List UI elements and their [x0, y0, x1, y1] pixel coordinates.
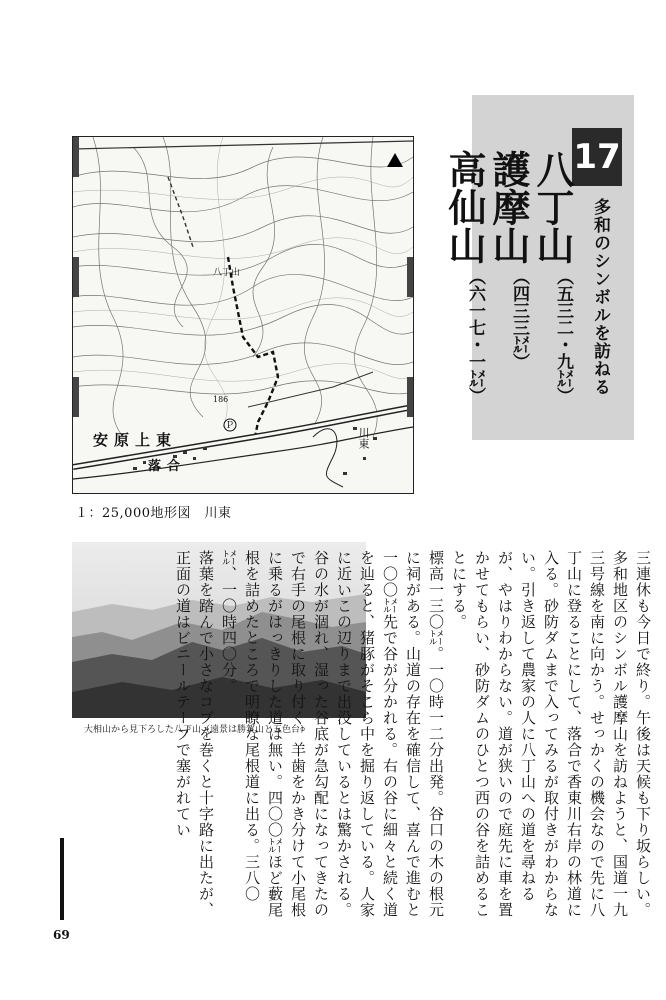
mountain-2 [486, 150, 530, 370]
mountain-2-elevation: （四三三㍍） [509, 268, 529, 370]
map-label-parking: Ｐ [225, 421, 235, 431]
page-number: 69 [53, 928, 70, 942]
north-arrow-icon [387, 153, 403, 167]
mountain-3-elevation: （六一七・一㍍） [465, 268, 485, 404]
mountain-1-name: 八丁山 [530, 150, 575, 264]
body-paragraph-2: 標高一三〇㍍。一〇時一二分出発。谷口の木の根元に祠がある。山道の存在を確信して、喜んで進むと一〇〇㍍先で谷が分かれる。右の谷に細々と続く道を辿ると、猪豚がそこら中を掘り返している。人家に近いこの辺りまで出没しているとは驚かされる。谷の水が涸れ、湿った谷底が急勾配になってきたので右手の尾根に取り付く。羊歯をかき分けて小尾根に乗るがはっきりした道は無い。四〇〇㍍ほど藪尾根を詰めたところで明瞭な尾根道に出る。三八〇㍍、一〇時四〇分。 [220, 550, 445, 918]
map-label-spot-height: 186 [213, 395, 229, 404]
photo-caption: 大相山から見下ろした八丁山（遠景は勝賀山と五色台） [84, 725, 310, 735]
map-label-peak: 八丁山 [213, 268, 241, 278]
page-margin-bar [60, 838, 64, 920]
map-label-village-1: 安原上東 [93, 431, 178, 449]
body-paragraph-1: 三連休も今日で終り。午後は天候も下り坂らしい。多和地区のシンボル護摩山を訪ねようと、国道一九三号線を南に向かう。せっかくの機会なので先に八丁山に登ることにして、落合で香東川右岸の林道に入る。砂防ダムまで入ってみるが取付きがわからない。引き返して農家の人に八丁山への道を尋ねるが、やはりわからない。道が狭いので庭先に車を置かせてもらい、砂防ダムのひとつ西の谷を詰めることにする。 [450, 550, 652, 918]
map-label-village-2: 落合 [148, 459, 187, 474]
mountain-1-elevation: （五三二・九㍍） [553, 268, 573, 404]
mountain-2-name: 護摩山 [486, 150, 531, 264]
chapter-number: 17 [572, 128, 622, 186]
map-caption: １：25,000地形図 川東 [75, 506, 232, 521]
chapter-subtitle: 多和のシンボルを訪ねる [590, 198, 610, 396]
mountain-3-name: 高仙山 [442, 150, 487, 264]
map-label-right: 川東 [357, 427, 370, 449]
body-paragraph-3: 落葉を踏んで小さなコブを巻くと十字路に出たが、正面の道はビニールテープで塞がれてい [174, 550, 215, 918]
mountain-1 [530, 150, 574, 404]
topographic-map [72, 136, 414, 494]
mountain-3 [442, 150, 486, 404]
